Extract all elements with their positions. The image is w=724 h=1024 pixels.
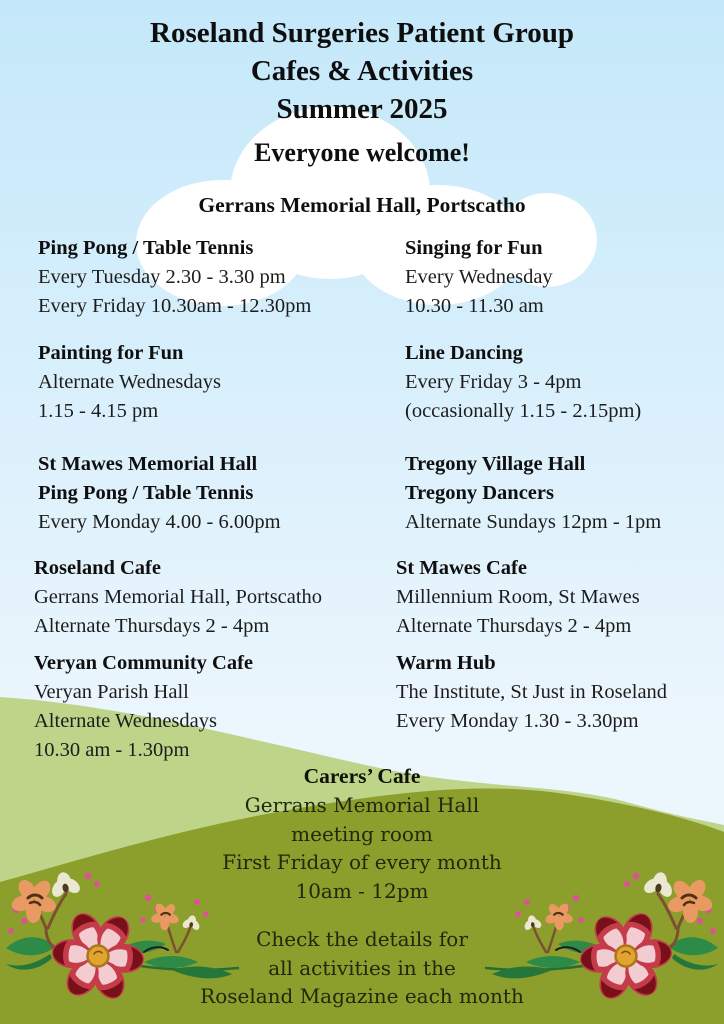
carers-line: meeting room (291, 821, 433, 846)
activity-title: Roseland Cafe (34, 557, 161, 579)
carers-cafe-title: Carers’ Cafe (303, 764, 421, 788)
activity-detail: Alternate Sundays 12pm - 1pm (405, 511, 662, 533)
activity-roseland-cafe (34, 554, 322, 641)
activity-title: Warm Hub (396, 652, 496, 674)
activity-detail: Every Tuesday 2.30 - 3.30 pm (38, 266, 286, 288)
activity-detail: (occasionally 1.15 - 2.15pm) (405, 400, 642, 422)
footer-note (0, 925, 724, 1011)
activity-warm-hub (396, 649, 667, 736)
venue-heading: Gerrans Memorial Hall, Portscatho (198, 193, 526, 217)
activity-detail: Gerrans Memorial Hall, Portscatho (34, 586, 323, 608)
activity-detail: Every Monday 4.00 - 6.00pm (38, 511, 281, 533)
activity-title: Ping Pong / Table Tennis (38, 237, 254, 259)
activity-detail: Every Wednesday (405, 266, 553, 288)
activity-venue: Tregony Village Hall (405, 453, 586, 475)
activity-ping-pong-gerrans (38, 234, 311, 321)
carers-line: First Friday of every month (222, 850, 502, 874)
welcome-line: Everyone welcome! (254, 138, 470, 167)
carers-line: 10am - 12pm (295, 878, 429, 903)
activity-detail: Every Friday 3 - 4pm (405, 371, 582, 393)
activity-tregony-dancers (405, 450, 661, 537)
activity-detail: Alternate Thursdays 2 - 4pm (396, 615, 632, 637)
carers-line: Gerrans Memorial Hall (244, 793, 480, 817)
activity-detail: Every Monday 1.30 - 3.30pm (396, 710, 639, 732)
activity-title: Tregony Dancers (405, 482, 554, 504)
activity-veryan-community-cafe (34, 649, 253, 765)
activity-detail: Veryan Parish Hall (34, 681, 189, 703)
activity-line-dancing (405, 339, 641, 426)
activity-title: Line Dancing (405, 342, 523, 364)
activity-detail: The Institute, St Just in Roseland (396, 681, 668, 703)
activity-st-mawes-cafe (396, 554, 640, 641)
activity-detail: Alternate Thursdays 2 - 4pm (34, 615, 270, 637)
activity-detail: Millennium Room, St Mawes (396, 586, 640, 608)
activity-detail: Alternate Wednesdays (34, 710, 217, 732)
activity-detail: Every Friday 10.30am - 12.30pm (38, 295, 312, 317)
activity-detail: 1.15 - 4.15 pm (38, 400, 159, 422)
footer-line: Check the details for (256, 927, 468, 951)
activity-detail: 10.30 am - 1.30pm (34, 739, 190, 761)
page-title (0, 14, 724, 128)
footer-line: all activities in the (268, 955, 456, 980)
title-line-2: Cafes & Activities (250, 55, 474, 87)
activity-title: Veryan Community Cafe (34, 652, 254, 674)
activity-detail: 10.30 - 11.30 am (405, 295, 544, 317)
activity-painting-for-fun (38, 339, 221, 426)
activity-title: Ping Pong / Table Tennis (38, 482, 254, 504)
activity-title: St Mawes Cafe (396, 557, 527, 579)
footer-line: Roseland Magazine each month (200, 984, 524, 1008)
activity-title: Painting for Fun (38, 342, 184, 364)
activity-venue: St Mawes Memorial Hall (38, 453, 258, 475)
carers-cafe-section (0, 761, 724, 905)
activity-title: Singing for Fun (405, 237, 543, 259)
activity-st-mawes-ping-pong (38, 450, 281, 537)
title-line-1: Roseland Surgeries Patient Group (150, 17, 574, 49)
activity-singing-for-fun (405, 234, 553, 321)
activity-detail: Alternate Wednesdays (38, 371, 221, 393)
title-line-3: Summer 2025 (276, 93, 448, 125)
